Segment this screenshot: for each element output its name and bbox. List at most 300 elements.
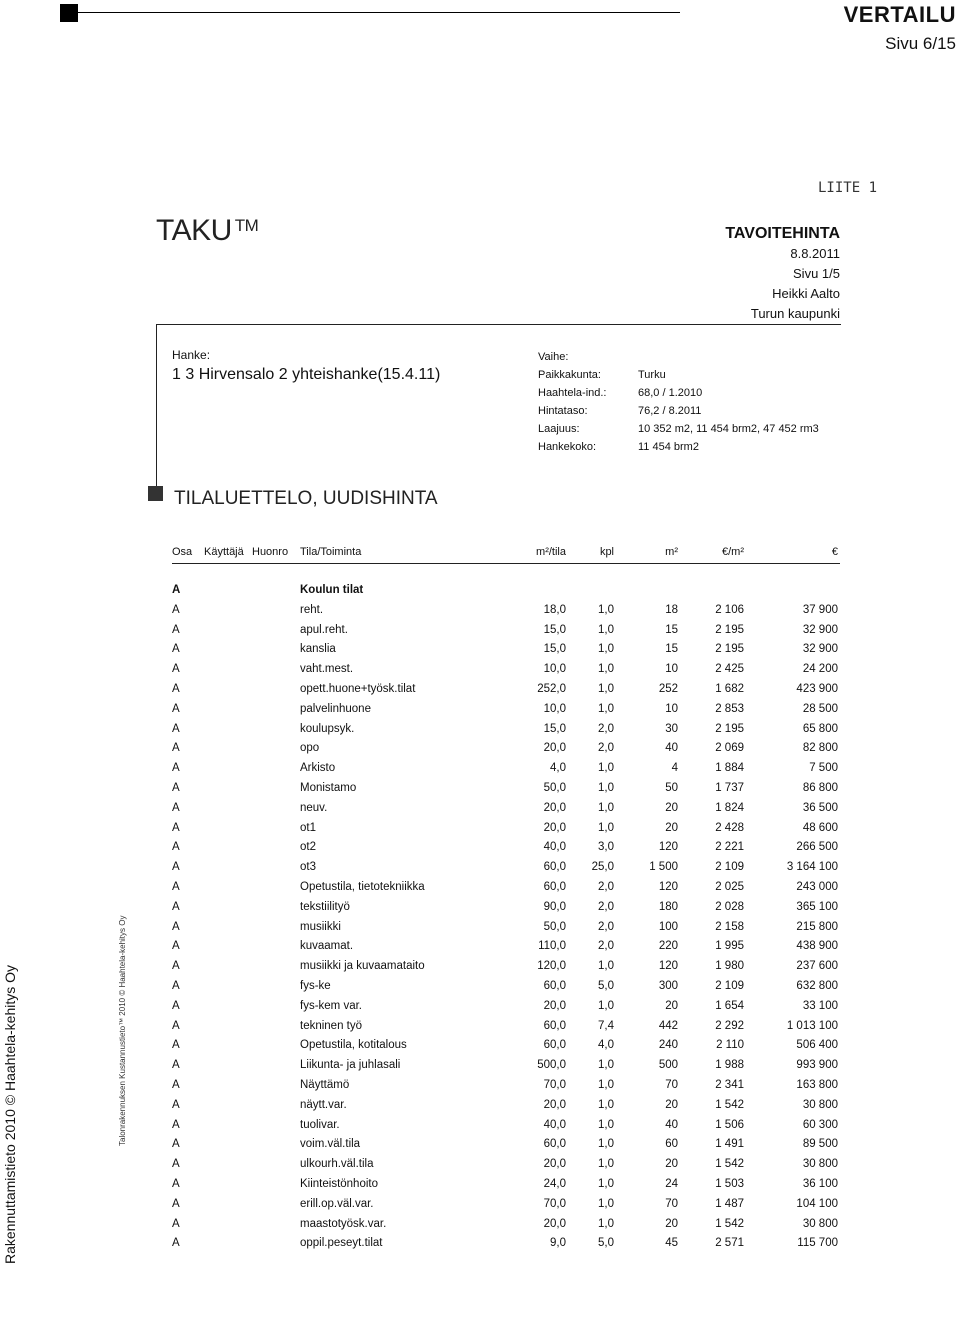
cell-kpl: 1,0 — [598, 1177, 614, 1190]
cell-kpl: 1,0 — [598, 1078, 614, 1091]
section-marker-square — [148, 486, 163, 501]
meta-value: 68,0 / 1.2010 — [638, 387, 703, 399]
cell-eur-m2: 2 425 — [715, 663, 744, 676]
col-eur: € — [831, 546, 838, 558]
taku-logo — [156, 214, 258, 248]
cell-eur-m2: 1 988 — [715, 1059, 744, 1072]
cell-tila: reht. — [300, 603, 324, 616]
cell-m2-tila: 70,0 — [543, 1197, 566, 1210]
cell-tila: ulkourh.väl.tila — [300, 1158, 374, 1171]
cell-kpl: 1,0 — [598, 1098, 614, 1111]
table-row — [172, 1237, 840, 1257]
cell-m2-tila: 60,0 — [543, 1039, 566, 1052]
cell-kpl: 2,0 — [598, 920, 614, 933]
cell-eur-m2: 1 506 — [715, 1118, 744, 1131]
cell-osa: A — [172, 1059, 180, 1072]
cell-m2: 220 — [658, 940, 678, 953]
cell-kpl: 1,0 — [598, 762, 614, 775]
cell-tila: musiikki — [300, 920, 341, 933]
cell-m2: 1 500 — [649, 861, 678, 874]
cell-eur-m2: 2 195 — [715, 643, 744, 656]
cell-m2: 300 — [658, 979, 678, 992]
cell-m2-tila: 70,0 — [543, 1078, 566, 1091]
cell-eur-m2: 1 737 — [715, 781, 744, 794]
cell-kpl: 1,0 — [598, 821, 614, 834]
cell-kpl: 1,0 — [598, 801, 614, 814]
cell-kpl: 3,0 — [598, 841, 614, 854]
cell-kpl: 2,0 — [598, 880, 614, 893]
cell-tila: Liikunta- ja juhlasali — [300, 1059, 401, 1072]
cell-osa: A — [172, 821, 180, 834]
cell-tila: Monistamo — [300, 781, 357, 794]
cell-tila: oppil.peseyt.tilat — [300, 1237, 383, 1250]
cell-m2-tila: 252,0 — [537, 682, 566, 695]
meta-label: Laajuus: — [538, 423, 580, 435]
cell-eur: 28 500 — [802, 702, 838, 715]
cell-m2-tila: 60,0 — [543, 1019, 566, 1032]
doc-type: TAVOITEHINTA — [725, 225, 840, 242]
cell-osa: A — [172, 1177, 180, 1190]
cell-osa: A — [172, 1217, 180, 1230]
cell-m2-tila: 60,0 — [543, 979, 566, 992]
cell-m2: 10 — [665, 663, 678, 676]
cell-eur-m2: 2 110 — [716, 1039, 744, 1052]
cell-tila: ot2 — [300, 841, 316, 854]
cell-osa: A — [172, 663, 180, 676]
cell-tila: ot1 — [300, 821, 316, 834]
cell-tila: tekstiilityö — [300, 900, 350, 913]
cell-m2-tila: 40,0 — [543, 841, 566, 854]
cell-eur-m2: 1 542 — [715, 1217, 744, 1230]
cell-eur: 37 900 — [802, 603, 838, 616]
cell-eur: 32 900 — [802, 643, 838, 656]
table-row — [172, 643, 840, 663]
cell-tila: kuvaamat. — [300, 940, 354, 953]
group-name: Koulun tilat — [300, 584, 364, 596]
cell-eur: 215 800 — [796, 920, 838, 933]
cell-osa: A — [172, 682, 180, 695]
cell-tila: palvelinhuone — [300, 702, 371, 715]
cell-tila: voim.väl.tila — [300, 1138, 361, 1151]
cell-osa: A — [172, 762, 180, 775]
cell-eur: 438 900 — [796, 940, 838, 953]
cell-tila: Näyttämö — [300, 1078, 350, 1091]
cell-eur-m2: 1 824 — [715, 801, 744, 814]
doc-date: 8.8.2011 — [790, 246, 840, 261]
cell-m2-tila: 9,0 — [550, 1237, 566, 1250]
cell-kpl: 1,0 — [598, 960, 614, 973]
cell-kpl: 1,0 — [598, 623, 614, 636]
cell-eur: 48 600 — [802, 821, 838, 834]
cell-m2-tila: 20,0 — [543, 801, 566, 814]
cell-kpl: 1,0 — [598, 781, 614, 794]
cell-m2-tila: 15,0 — [543, 643, 566, 656]
cell-m2-tila: 10,0 — [543, 663, 566, 676]
cell-kpl: 1,0 — [598, 1118, 614, 1131]
cell-m2-tila: 15,0 — [543, 722, 566, 735]
cell-tila: Arkisto — [300, 762, 336, 775]
cell-eur: 115 700 — [797, 1237, 838, 1250]
table-row — [172, 822, 840, 842]
cell-m2-tila: 20,0 — [543, 999, 566, 1012]
table-row — [172, 802, 840, 822]
project-meta — [538, 348, 819, 456]
cell-eur-m2: 2 341 — [715, 1078, 744, 1091]
cell-m2-tila: 10,0 — [543, 702, 566, 715]
cell-eur-m2: 2 853 — [715, 702, 744, 715]
meta-value: 11 454 brm2 — [638, 441, 699, 453]
cell-tila: apul.reht. — [300, 623, 348, 636]
doc-page: Sivu 1/5 — [793, 266, 840, 281]
section-title: TILALUETTELO, UUDISHINTA — [174, 488, 438, 509]
cell-osa: A — [172, 1237, 180, 1250]
cell-osa: A — [172, 742, 180, 755]
table-row — [172, 663, 840, 683]
table-row — [172, 1000, 840, 1020]
cell-m2: 15 — [665, 643, 678, 656]
space-table — [172, 584, 840, 1257]
cell-m2-tila: 120,0 — [537, 960, 566, 973]
cell-m2: 20 — [665, 999, 678, 1012]
col-m2: m² — [665, 546, 678, 558]
cell-eur: 506 400 — [796, 1039, 838, 1052]
cell-kpl: 2,0 — [598, 722, 614, 735]
cell-eur: 3 164 100 — [786, 861, 838, 874]
cell-eur: 1 013 100 — [786, 1019, 838, 1032]
cell-m2-tila: 60,0 — [543, 861, 566, 874]
table-row — [172, 762, 840, 782]
cell-tila: musiikki ja kuvaamataito — [300, 960, 425, 973]
meta-row — [538, 384, 819, 402]
cell-m2: 100 — [658, 920, 678, 933]
table-row — [172, 901, 840, 921]
cell-m2: 40 — [665, 742, 678, 755]
vaihe-label: Vaihe: — [538, 351, 569, 363]
cell-tila: tuolivar. — [300, 1118, 340, 1131]
scan-side-copyright: Talonrakennuksen Kustannustieto™ 2010 © Haahtela-kehitys Oy — [118, 915, 127, 1146]
cell-m2: 442 — [658, 1019, 678, 1032]
cell-eur: 24 200 — [802, 663, 838, 676]
col-eur-m2: €/m² — [722, 546, 744, 558]
cell-m2-tila: 20,0 — [543, 1217, 566, 1230]
table-row — [172, 841, 840, 861]
cell-m2: 120 — [658, 841, 678, 854]
cell-osa: A — [172, 801, 180, 814]
cell-kpl: 1,0 — [598, 1217, 614, 1230]
meta-label: Hankekoko: — [538, 441, 597, 453]
cell-m2-tila: 110,0 — [538, 940, 566, 953]
cell-m2-tila: 20,0 — [543, 1158, 566, 1171]
cell-eur: 163 800 — [796, 1078, 838, 1091]
table-header — [172, 546, 840, 562]
cell-tila: näytt.var. — [300, 1098, 347, 1111]
cell-osa: A — [172, 880, 180, 893]
table-row — [172, 1039, 840, 1059]
table-header-rule — [172, 563, 840, 564]
doc-author: Heikki Aalto — [772, 286, 840, 301]
cell-eur-m2: 1 487 — [715, 1197, 744, 1210]
table-row — [172, 1138, 840, 1158]
meta-row — [538, 366, 819, 384]
cell-eur-m2: 2 028 — [715, 900, 744, 913]
cell-eur-m2: 1 682 — [715, 682, 744, 695]
table-row — [172, 940, 840, 960]
col-tila: Tila/Toiminta — [300, 546, 362, 558]
cell-eur: 60 300 — [802, 1118, 838, 1131]
page-number: Sivu 6/15 — [885, 34, 956, 53]
cell-m2-tila: 20,0 — [543, 742, 566, 755]
cell-osa: A — [172, 979, 180, 992]
table-row — [172, 604, 840, 624]
cell-m2-tila: 15,0 — [543, 623, 566, 636]
cell-tila: neuv. — [300, 801, 328, 814]
cell-eur-m2: 2 195 — [715, 722, 744, 735]
cell-kpl: 1,0 — [598, 999, 614, 1012]
cell-eur-m2: 2 025 — [715, 880, 744, 893]
table-row — [172, 881, 840, 901]
document-rule-vertical — [156, 324, 157, 500]
meta-row — [538, 420, 819, 438]
cell-tila: vaht.mest. — [300, 663, 354, 676]
col-kayttaja: Käyttäjä — [204, 546, 244, 558]
table-body — [172, 604, 840, 1257]
cell-eur: 7 500 — [809, 762, 838, 775]
page-title: VERTAILU — [843, 2, 956, 27]
table-row — [172, 723, 840, 743]
cell-kpl: 1,0 — [598, 702, 614, 715]
cell-kpl: 1,0 — [598, 603, 614, 616]
table-row — [172, 1079, 840, 1099]
cell-m2: 120 — [658, 960, 678, 973]
cell-kpl: 1,0 — [598, 682, 614, 695]
cell-tila: erill.op.väl.var. — [300, 1197, 374, 1210]
cell-m2-tila: 24,0 — [543, 1177, 566, 1190]
cell-m2: 24 — [665, 1177, 678, 1190]
meta-value: 10 352 m2, 11 454 brm2, 47 452 rm3 — [638, 423, 819, 435]
cell-tila: Kiinteistönhoito — [300, 1177, 378, 1190]
table-row — [172, 1158, 840, 1178]
cell-osa: A — [172, 722, 180, 735]
cell-eur: 82 800 — [802, 742, 838, 755]
meta-row — [538, 438, 819, 456]
cell-eur: 30 800 — [802, 1158, 838, 1171]
col-osa: Osa — [172, 546, 193, 558]
cell-m2: 45 — [665, 1237, 678, 1250]
cell-osa: A — [172, 1039, 180, 1052]
cell-eur-m2: 1 884 — [715, 762, 744, 775]
table-row — [172, 980, 840, 1000]
cell-osa: A — [172, 1118, 180, 1131]
cell-eur-m2: 2 109 — [715, 861, 744, 874]
side-copyright: Rakennuttamistieto 2010 © Haahtela-kehitys Oy — [2, 964, 18, 1264]
meta-row — [538, 402, 819, 420]
group-heading-row — [172, 584, 840, 604]
cell-eur-m2: 1 503 — [715, 1177, 744, 1190]
table-row — [172, 921, 840, 941]
cell-eur-m2: 1 542 — [715, 1158, 744, 1171]
table-row — [172, 1218, 840, 1238]
cell-osa: A — [172, 861, 180, 874]
cell-osa: A — [172, 623, 180, 636]
document-info — [725, 224, 840, 324]
cell-eur: 104 100 — [796, 1197, 838, 1210]
cell-kpl: 7,4 — [598, 1019, 614, 1032]
table-row — [172, 1020, 840, 1040]
cell-eur: 243 000 — [796, 880, 838, 893]
cell-kpl: 1,0 — [598, 1059, 614, 1072]
cell-m2-tila: 20,0 — [543, 1098, 566, 1111]
table-row — [172, 683, 840, 703]
cell-eur-m2: 1 654 — [715, 999, 744, 1012]
hanke-label: Hanke: — [172, 348, 211, 362]
cell-kpl: 2,0 — [598, 742, 614, 755]
cell-m2: 500 — [658, 1059, 678, 1072]
cell-m2: 60 — [665, 1138, 678, 1151]
cell-tila: opo — [300, 742, 320, 755]
cell-eur: 266 500 — [796, 841, 838, 854]
cell-m2-tila: 40,0 — [543, 1118, 566, 1131]
cell-kpl: 1,0 — [598, 1197, 614, 1210]
document-rule-horizontal — [156, 324, 841, 325]
logo-tm: TM — [234, 216, 259, 235]
table-row — [172, 1059, 840, 1079]
meta-value: 76,2 / 8.2011 — [638, 405, 702, 417]
cell-m2: 240 — [658, 1039, 678, 1052]
table-row — [172, 960, 840, 980]
cell-tila: kanslia — [300, 643, 336, 656]
cell-tila: koulupsyk. — [300, 722, 355, 735]
cell-eur-m2: 1 980 — [715, 960, 744, 973]
cell-osa: A — [172, 1158, 180, 1171]
cell-m2: 30 — [665, 722, 678, 735]
cell-eur-m2: 1 542 — [715, 1098, 744, 1111]
cell-osa: A — [172, 920, 180, 933]
cell-eur: 86 800 — [802, 781, 838, 794]
table-row — [172, 1119, 840, 1139]
cell-kpl: 5,0 — [598, 979, 614, 992]
header-rule — [78, 12, 680, 13]
cell-m2-tila: 60,0 — [543, 880, 566, 893]
cell-osa: A — [172, 781, 180, 794]
meta-value: Turku — [638, 369, 666, 381]
doc-organization: Turun kaupunki — [750, 306, 840, 321]
table-row — [172, 782, 840, 802]
group-osa: A — [172, 584, 181, 596]
cell-m2: 70 — [665, 1197, 678, 1210]
hanke-value: 1 3 Hirvensalo 2 yhteishanke(15.4.11) — [172, 366, 441, 383]
cell-m2: 15 — [665, 623, 678, 636]
cell-m2: 120 — [658, 880, 678, 893]
meta-label: Haahtela-ind.: — [538, 387, 607, 399]
cell-kpl: 4,0 — [598, 1039, 614, 1052]
cell-tila: Opetustila, kotitalous — [300, 1039, 407, 1052]
cell-tila: fys-kem var. — [300, 999, 362, 1012]
cell-osa: A — [172, 999, 180, 1012]
cell-kpl: 1,0 — [598, 1158, 614, 1171]
meta-label: Paikkakunta: — [538, 369, 601, 381]
cell-eur: 32 900 — [802, 623, 838, 636]
cell-m2-tila: 50,0 — [543, 920, 566, 933]
cell-osa: A — [172, 960, 180, 973]
header-marker-square — [60, 4, 78, 22]
cell-eur-m2: 2 109 — [715, 979, 744, 992]
cell-eur: 30 800 — [802, 1217, 838, 1230]
cell-m2: 20 — [665, 1217, 678, 1230]
cell-m2: 70 — [665, 1078, 678, 1091]
cell-m2: 252 — [658, 682, 678, 695]
cell-eur-m2: 2 292 — [715, 1019, 744, 1032]
cell-m2-tila: 90,0 — [543, 900, 566, 913]
cell-eur: 65 800 — [802, 722, 838, 735]
cell-m2: 20 — [665, 801, 678, 814]
table-row — [172, 742, 840, 762]
cell-m2: 18 — [665, 603, 678, 616]
cell-osa: A — [172, 1098, 180, 1111]
cell-eur: 30 800 — [802, 1098, 838, 1111]
cell-tila: opett.huone+työsk.tilat — [300, 682, 416, 695]
cell-eur-m2: 1 491 — [715, 1138, 744, 1151]
table-row — [172, 624, 840, 644]
cell-m2-tila: 4,0 — [550, 762, 566, 775]
cell-eur-m2: 2 158 — [715, 920, 744, 933]
cell-osa: A — [172, 900, 180, 913]
cell-kpl: 25,0 — [591, 861, 614, 874]
col-m2-tila: m²/tila — [536, 546, 566, 558]
cell-tila: maastotyösk.var. — [300, 1217, 387, 1230]
cell-osa: A — [172, 1197, 180, 1210]
cell-tila: tekninen työ — [300, 1019, 363, 1032]
cell-osa: A — [172, 940, 180, 953]
cell-m2: 50 — [665, 781, 678, 794]
cell-m2-tila: 60,0 — [543, 1138, 566, 1151]
cell-osa: A — [172, 1078, 180, 1091]
meta-label: Hintataso: — [538, 405, 588, 417]
cell-osa: A — [172, 841, 180, 854]
cell-eur-m2: 2 221 — [715, 841, 744, 854]
cell-m2-tila: 500,0 — [537, 1059, 566, 1072]
cell-tila: Opetustila, tietotekniikka — [300, 880, 425, 893]
cell-eur: 36 500 — [802, 801, 838, 814]
table-row — [172, 861, 840, 881]
cell-m2: 40 — [665, 1118, 678, 1131]
cell-tila: ot3 — [300, 861, 316, 874]
cell-kpl: 1,0 — [598, 663, 614, 676]
cell-m2: 180 — [658, 900, 678, 913]
col-huonro: Huonro — [252, 546, 289, 558]
cell-m2: 20 — [665, 1158, 678, 1171]
cell-osa: A — [172, 1138, 180, 1151]
col-kpl: kpl — [599, 546, 614, 558]
cell-eur-m2: 2 428 — [715, 821, 744, 834]
cell-eur: 993 900 — [796, 1059, 838, 1072]
cell-eur: 423 900 — [796, 682, 838, 695]
cell-osa: A — [172, 603, 180, 616]
cell-eur-m2: 2 571 — [715, 1237, 744, 1250]
cell-osa: A — [172, 702, 180, 715]
cell-eur: 36 100 — [802, 1177, 838, 1190]
cell-m2-tila: 50,0 — [543, 781, 566, 794]
cell-m2-tila: 18,0 — [543, 603, 566, 616]
cell-m2: 10 — [665, 702, 678, 715]
cell-tila: fys-ke — [300, 979, 331, 992]
cell-m2: 4 — [671, 762, 678, 775]
cell-kpl: 1,0 — [598, 643, 614, 656]
table-row — [172, 1198, 840, 1218]
cell-eur: 365 100 — [796, 900, 838, 913]
cell-eur-m2: 2 195 — [715, 623, 744, 636]
cell-eur-m2: 2 069 — [715, 742, 744, 755]
cell-kpl: 2,0 — [598, 900, 614, 913]
